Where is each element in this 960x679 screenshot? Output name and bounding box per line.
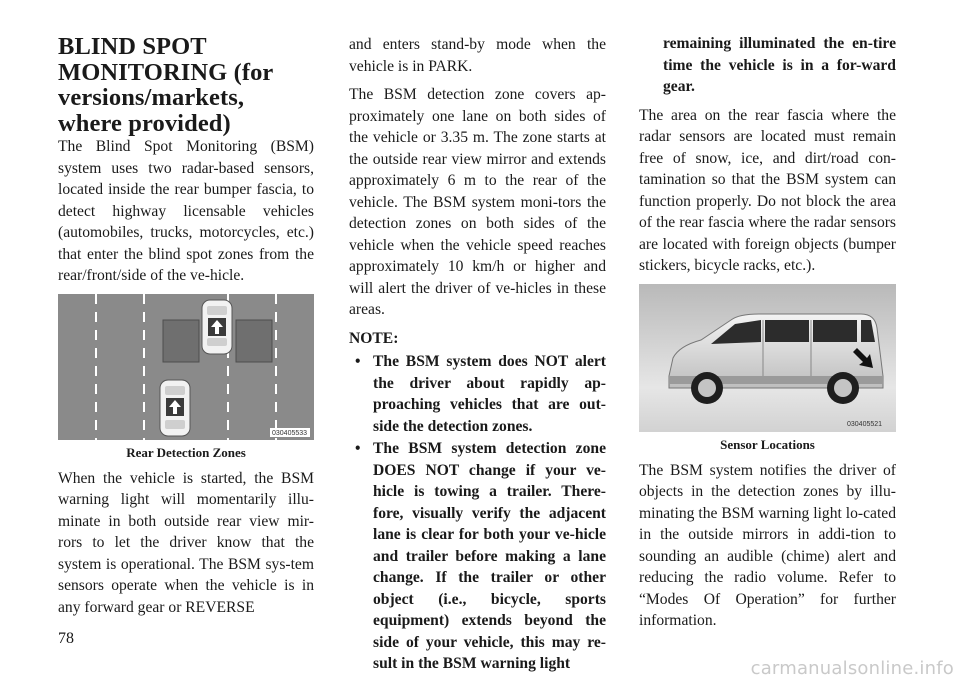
note-item-continuation: remaining illuminated the en-tire time the vehicle is in a for-ward gear. xyxy=(663,35,896,95)
right-detection-zone xyxy=(236,320,272,362)
sensor-locations-figure xyxy=(639,284,896,432)
figure-code: 030405521 xyxy=(847,420,883,428)
sensor-area-paragraph: The area on the rear fascia where the radar sensors are located must remain free of snow, ice, and dirt/road con-tamination so that the BSM system can function properly. Do not block the area of the rear fascia where the radar sensors are located with foreign objects (bumper stickers, bicycle racks, etc.). xyxy=(639,106,896,274)
detection-zone-paragraph: The BSM detection zone covers ap-proximately one lane on both sides of the vehicle or 3.35 m. The zone starts at the outside rear view mirror and extends approximately 6 m to the rear of the vehicle. The BSM system moni-tors the detection zones on both sides of the vehicle when the vehicle speed reaches approximately 10 km/h or higher and will alert the driver of ve-hicles in these areas. xyxy=(349,86,606,318)
standby-paragraph: and enters stand-by mode when the vehicle is in PARK. xyxy=(349,36,606,75)
car-top-view xyxy=(202,300,232,354)
startup-paragraph: When the vehicle is started, the BSM warning light will momentarily illu-minate in both outside rear view mir-rors to let the driver know that the system is operational. The BSM sys-tem sensors operate when the vehicle is in any forward gear or REVERSE xyxy=(58,469,314,616)
rear-detection-zones-figure xyxy=(58,294,314,440)
figure-code: 030405533 xyxy=(272,429,308,437)
note-label: NOTE: xyxy=(349,329,399,347)
intro-paragraph: The Blind Spot Monitoring (BSM) system uses two radar-based sensors, located inside the rear bumper fascia, to detect highway licensable vehicles (automobiles, trucks, motorcycles, etc.) that enter the blind spot zones from the rear/front/side of the ve-hicle. xyxy=(58,138,314,284)
figure-caption-rear-detection-zones: Rear Detection Zones xyxy=(126,444,246,460)
note-item: • The BSM system detection zone DOES NOT change if your ve-hicle is towing a trailer. There-fore, visually verify the adjacent lane is clear for both your ve-hicle and trailer before making a lane change. If the trailer or other object (i.e., bicycle, sports equipment) extends beyond the side of your vehicle, this may re-sult in the BSM warning light xyxy=(355,440,606,672)
figure-caption-sensor-locations: Sensor Locations xyxy=(720,436,815,452)
column-right xyxy=(639,33,896,639)
note-list xyxy=(349,351,606,675)
following-car-top-view xyxy=(160,380,190,436)
column-left xyxy=(58,34,314,625)
section-heading: BLIND SPOT MONITORING (for versions/markets, where provided) xyxy=(58,33,273,137)
watermark: carmanualsonline.info xyxy=(750,658,954,679)
note-item: • The BSM system does NOT alert the driver about rapidly ap-proaching vehicles that are out-side the detection zones. xyxy=(355,353,606,435)
notification-paragraph: The BSM system notifies the driver of objects in the detection zones by illu-minating the BSM warning light lo-cated in the outside mirrors in addi-tion to sounding an audible (chime) alert and reducing the radio volume. Refer to “Modes Of Operation” for further information. xyxy=(639,461,896,629)
page-number: 78 xyxy=(58,630,74,647)
left-detection-zone xyxy=(163,320,199,362)
column-middle xyxy=(349,34,606,676)
